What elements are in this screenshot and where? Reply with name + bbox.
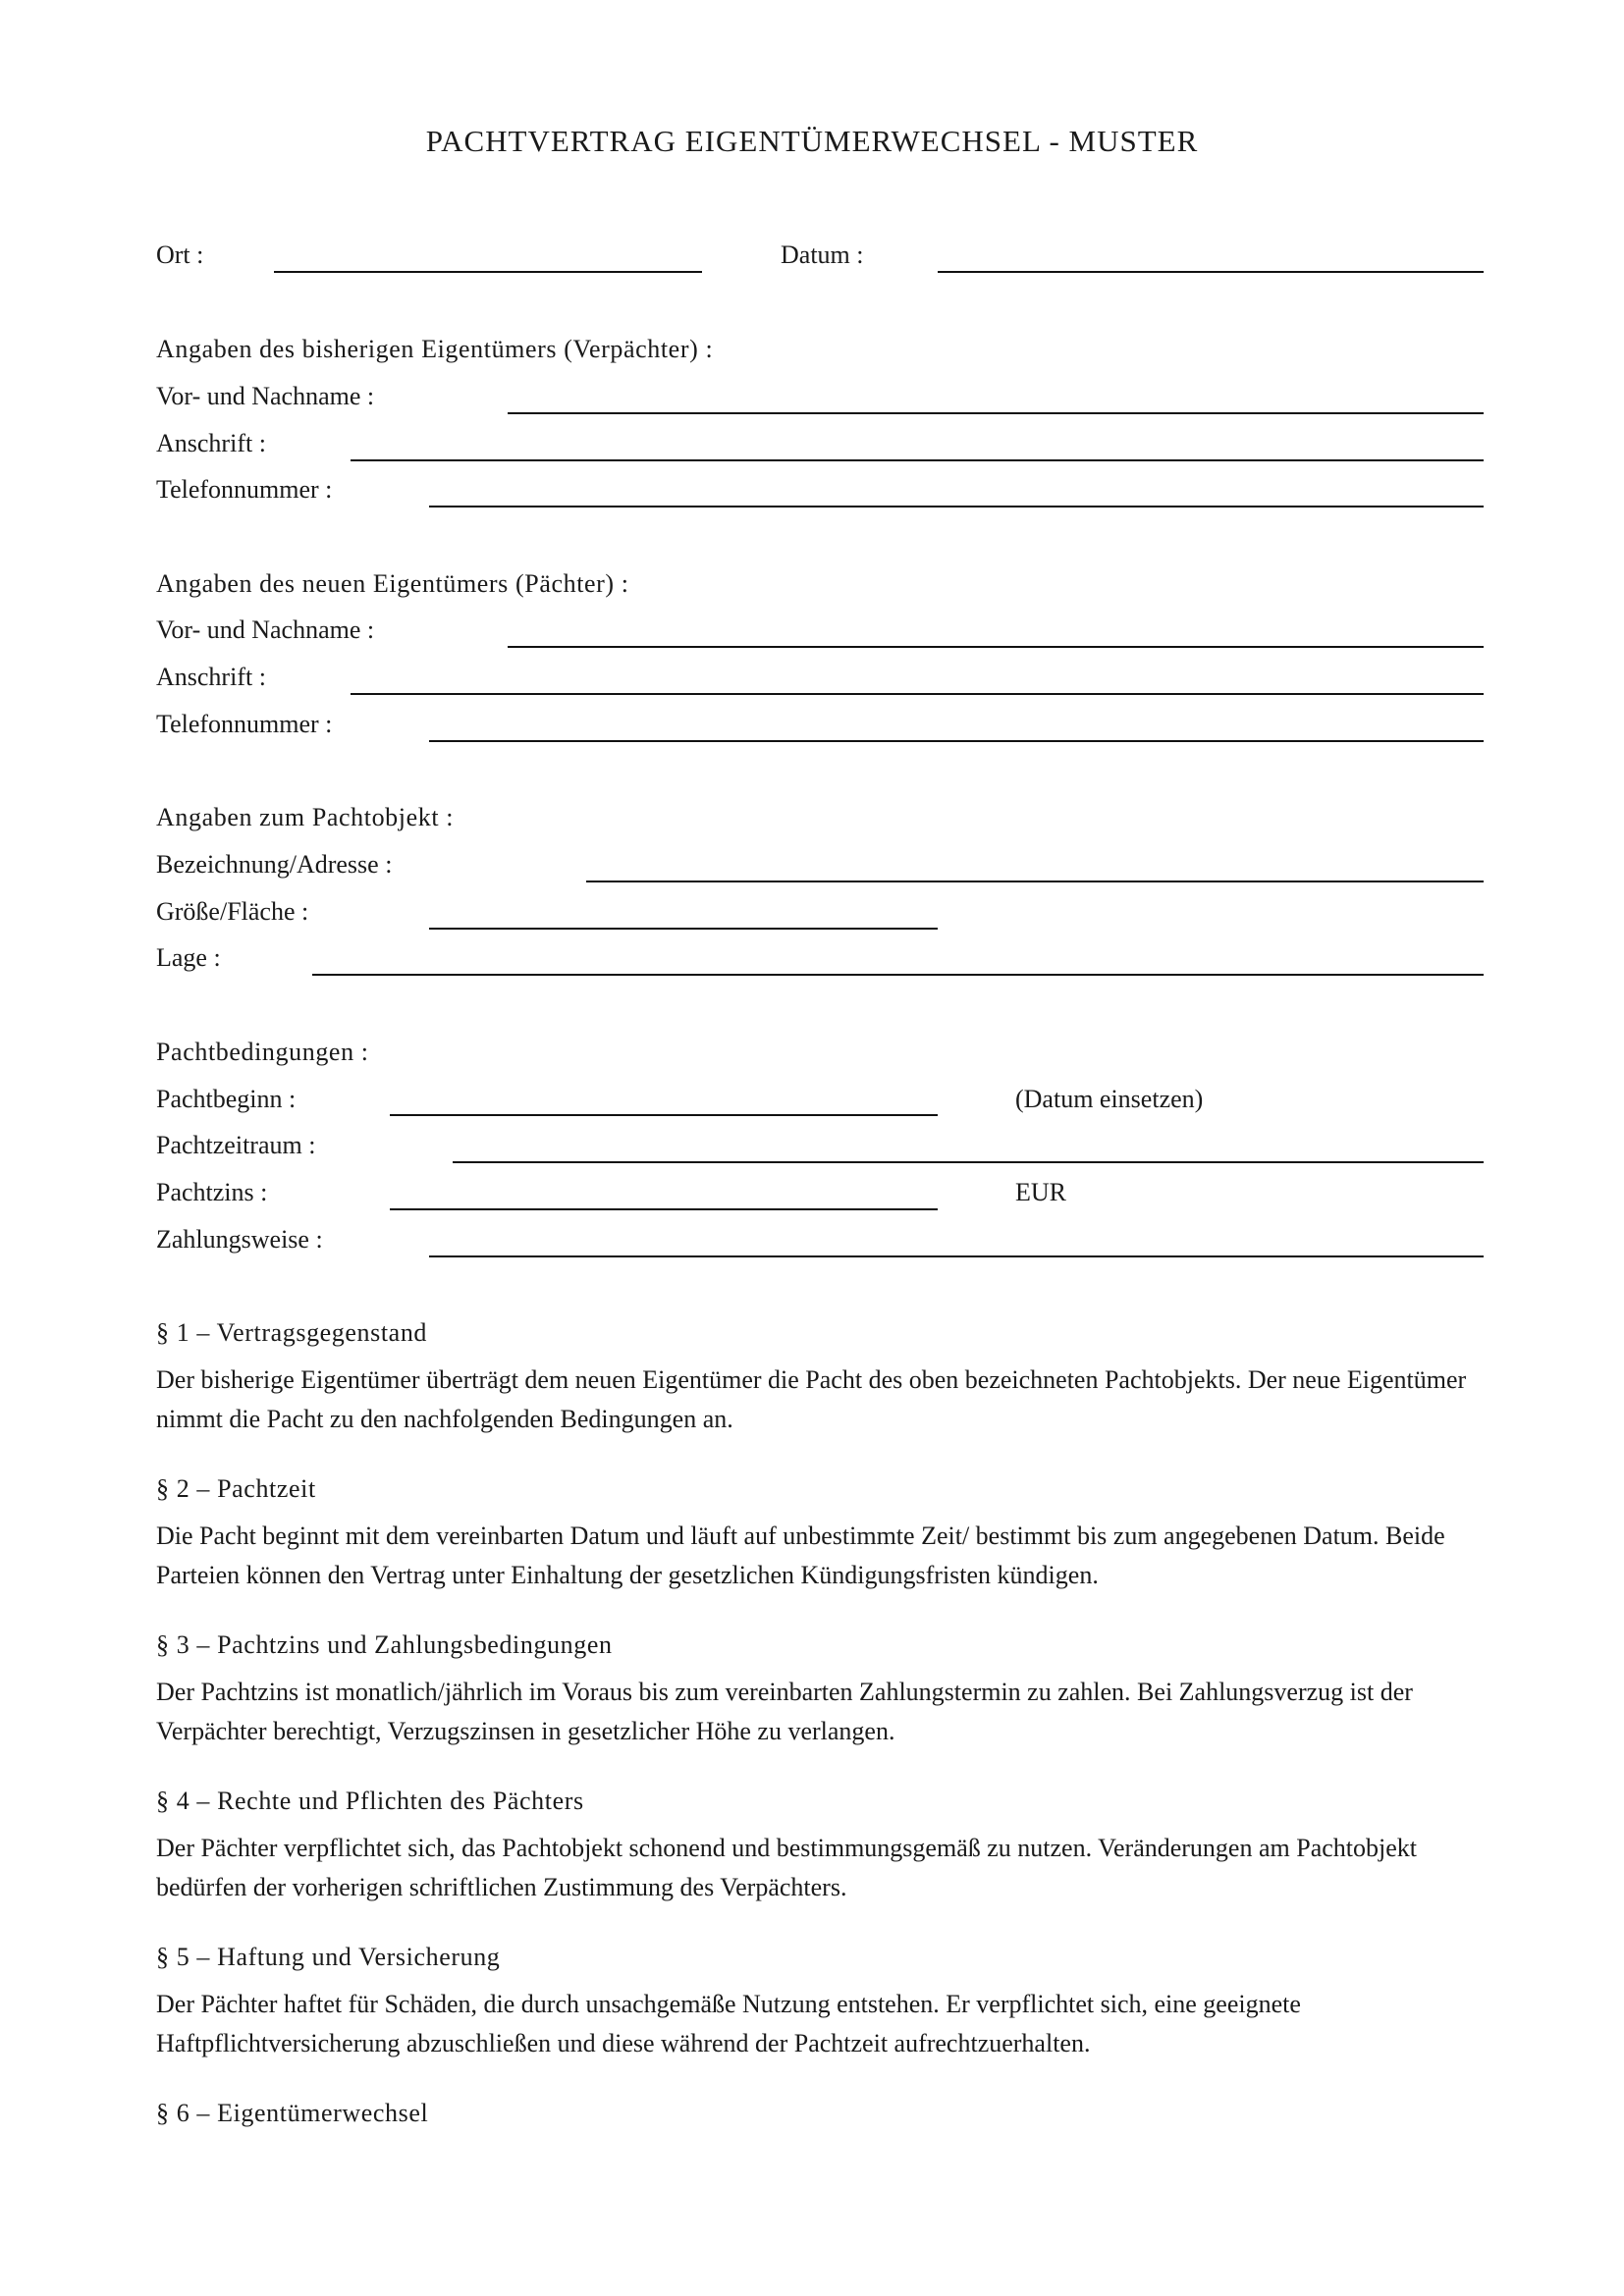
new-owner-name-field[interactable]	[508, 646, 1484, 648]
lease-object-designation-label: Bezeichnung/Adresse :	[156, 850, 393, 879]
lease-object-location-label: Lage :	[156, 943, 221, 972]
section-1-text: Der bisherige Eigentümer überträgt dem neuen Eigentümer die Pacht des oben bezeichneten Pachtobjekts. Der neue Eigentümer nimmt die Pacht zu den nachfolgenden Bedingungen an.	[156, 1365, 1467, 1433]
lease-terms-heading: Pachtbedingungen :	[156, 1038, 369, 1066]
ort-label: Ort :	[156, 240, 204, 269]
lease-start-label: Pachtbeginn :	[156, 1085, 297, 1113]
datum-field[interactable]	[938, 271, 1484, 273]
section-6-heading: § 6 – Eigentümerwechsel	[156, 2099, 429, 2127]
previous-owner-name-label: Vor- und Nachname :	[156, 382, 375, 410]
lease-object-size-label: Größe/Fläche :	[156, 897, 309, 926]
lease-object-size-field[interactable]	[429, 928, 938, 930]
new-owner-phone-field[interactable]	[429, 740, 1484, 742]
section-4-text: Der Pächter verpflichtet sich, das Pachtobjekt schonend und bestimmungsgemäß zu nutzen. Veränderungen am Pachtobjekt bedürfen der vorherigen schriftlichen Zustimmung des Verpächters.	[156, 1834, 1417, 1901]
lease-object-heading: Angaben zum Pachtobjekt :	[156, 803, 455, 831]
new-owner-heading: Angaben des neuen Eigentümers (Pächter) :	[156, 569, 629, 598]
lease-period-label: Pachtzeitraum :	[156, 1131, 316, 1159]
document-title: PACHTVERTRAG EIGENTÜMERWECHSEL - MUSTER	[425, 124, 1199, 158]
payment-method-label: Zahlungsweise :	[156, 1225, 323, 1254]
lease-start-field[interactable]	[390, 1114, 938, 1116]
previous-owner-name-field[interactable]	[508, 412, 1484, 414]
section-3-heading: § 3 – Pachtzins und Zahlungsbedingungen	[156, 1630, 613, 1659]
section-1-heading: § 1 – Vertragsgegenstand	[156, 1318, 428, 1347]
section-2-heading: § 2 – Pachtzeit	[156, 1474, 316, 1503]
lease-rent-label: Pachtzins :	[156, 1178, 268, 1206]
section-4-heading: § 4 – Rechte und Pflichten des Pächters	[156, 1787, 584, 1815]
lease-object-location-field[interactable]	[312, 974, 1484, 976]
lease-rent-currency: EUR	[1015, 1178, 1066, 1206]
section-5-heading: § 5 – Haftung und Versicherung	[156, 1943, 501, 1971]
lease-start-hint: (Datum einsetzen)	[1015, 1085, 1204, 1113]
section-2-text: Die Pacht beginnt mit dem vereinbarten Datum und läuft auf unbestimmte Zeit/ bestimmt bis zum angegebenen Datum. Beide Parteien können den Vertrag unter Einhaltung der gesetzlichen Kündigungsfristen kündigen.	[156, 1522, 1445, 1589]
ort-field[interactable]	[274, 271, 702, 273]
datum-label: Datum :	[781, 240, 864, 269]
new-owner-address-label: Anschrift :	[156, 663, 266, 691]
section-3-text: Der Pachtzins ist monatlich/jährlich im Voraus bis zum vereinbarten Zahlungstermin zu zahlen. Bei Zahlungsverzug ist der Verpächter berechtigt, Verzugszinsen in gesetzlicher Höhe zu verlangen.	[156, 1678, 1413, 1745]
lease-object-designation-field[interactable]	[586, 881, 1484, 882]
previous-owner-address-field[interactable]	[351, 459, 1484, 461]
lease-rent-field[interactable]	[390, 1208, 938, 1210]
previous-owner-phone-field[interactable]	[429, 506, 1484, 507]
new-owner-name-label: Vor- und Nachname :	[156, 615, 375, 644]
new-owner-phone-label: Telefonnummer :	[156, 710, 333, 738]
payment-method-field[interactable]	[429, 1255, 1484, 1257]
previous-owner-phone-label: Telefonnummer :	[156, 475, 333, 504]
previous-owner-address-label: Anschrift :	[156, 429, 266, 457]
previous-owner-heading: Angaben des bisherigen Eigentümers (Verpächter) :	[156, 335, 714, 363]
new-owner-address-field[interactable]	[351, 693, 1484, 695]
lease-period-field[interactable]	[453, 1161, 1484, 1163]
section-5-text: Der Pächter haftet für Schäden, die durch unsachgemäße Nutzung entstehen. Er verpflichtet sich, eine geeignete Haftpflichtversicherung abzuschließen und diese während der Pachtzeit aufrechtzuerhalten.	[156, 1990, 1301, 2057]
